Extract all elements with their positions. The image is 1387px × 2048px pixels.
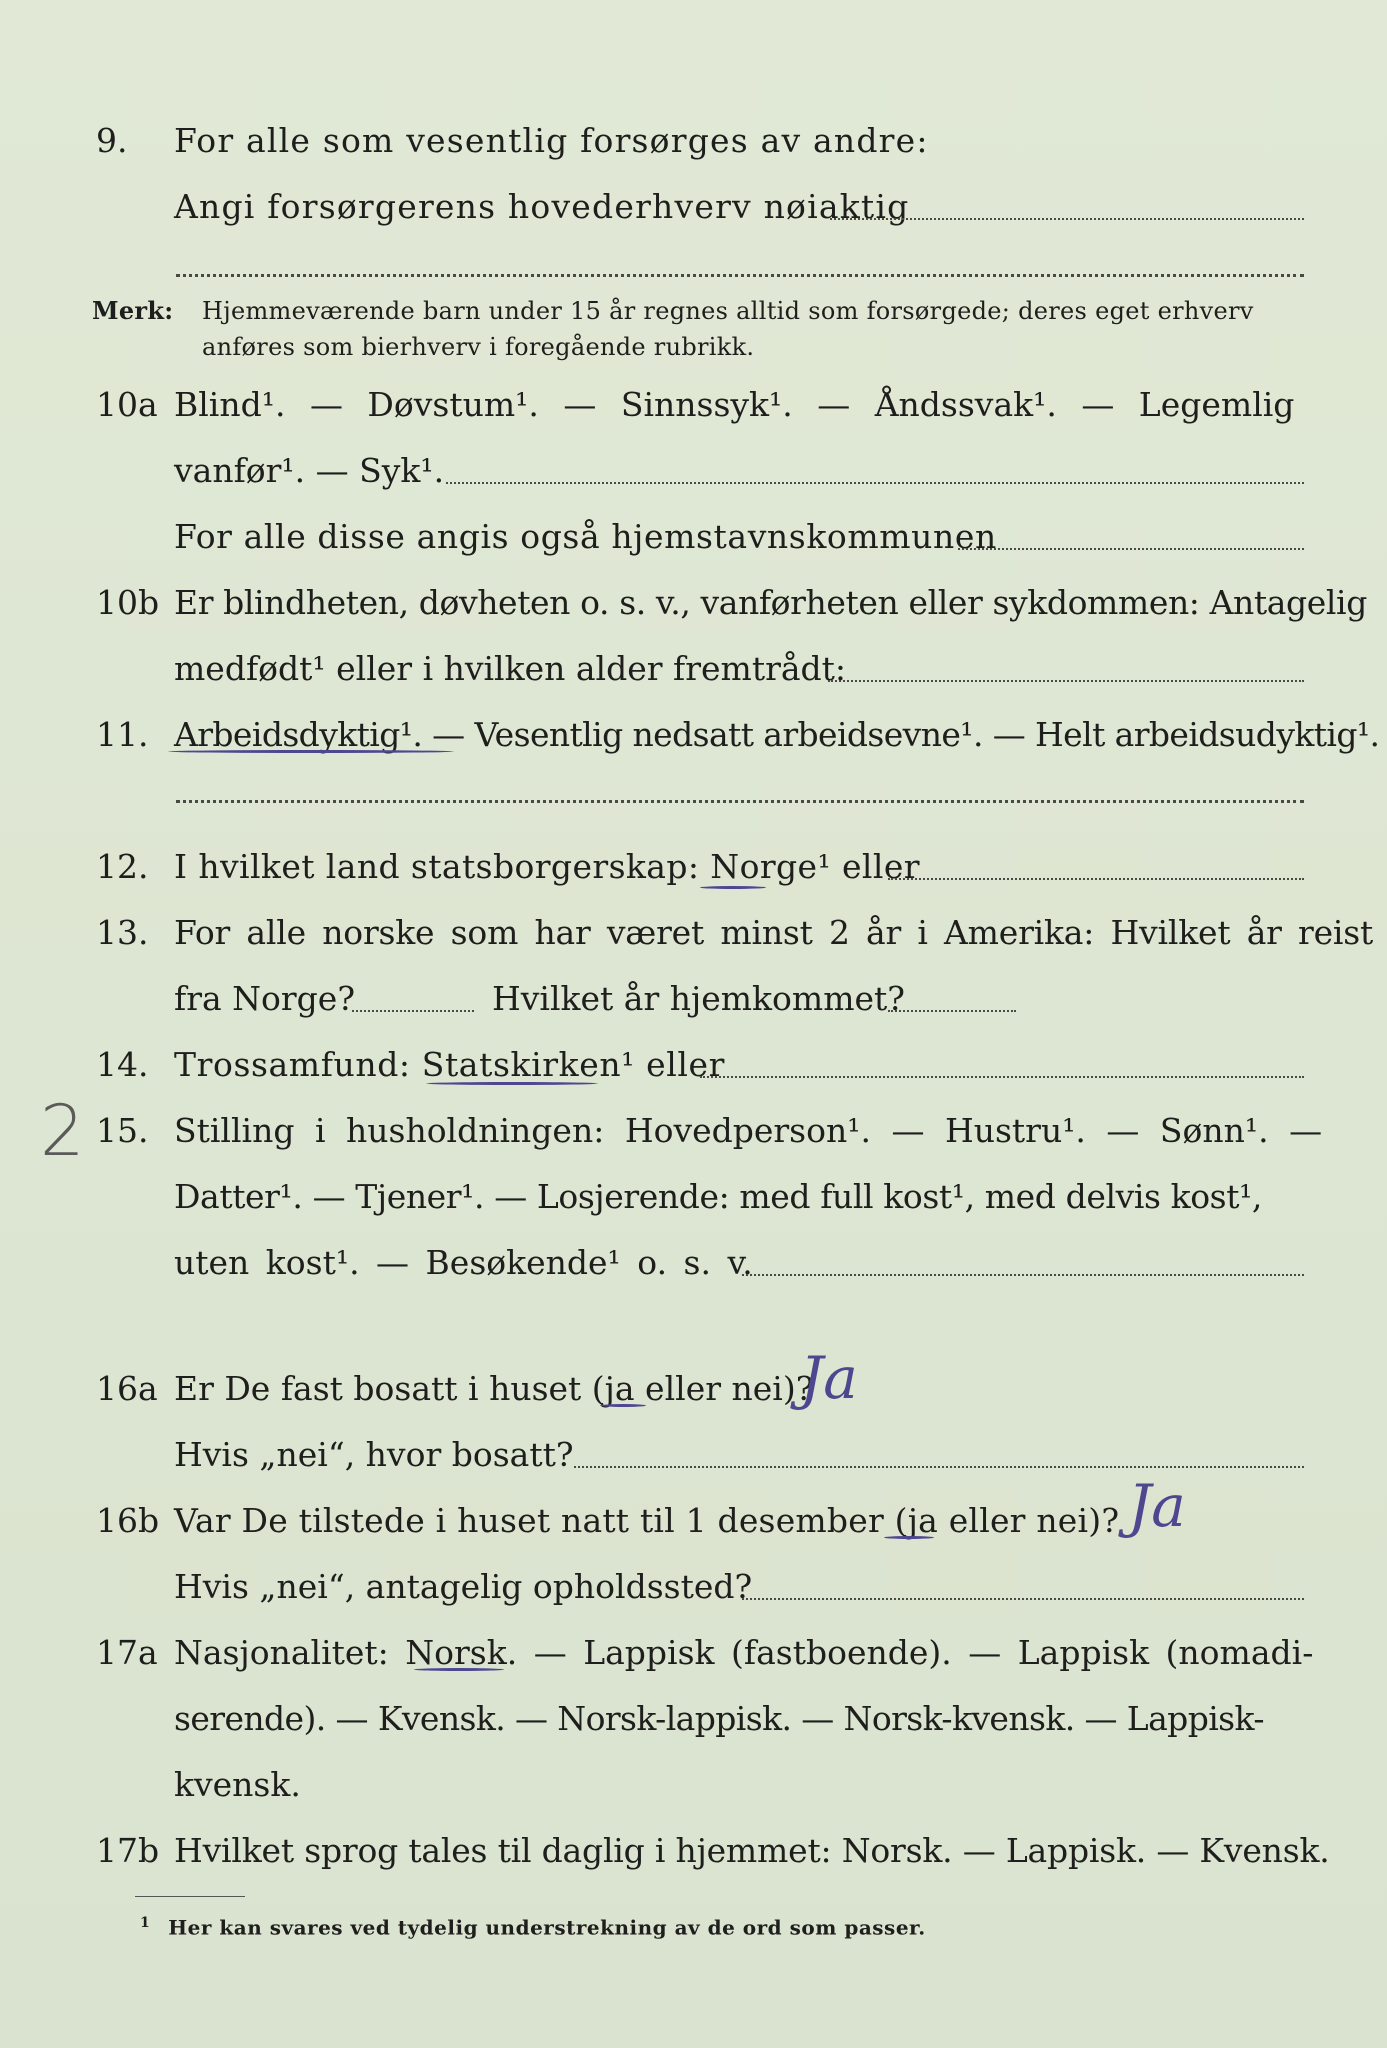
q15-text-1: Stilling i husholdningen: Hovedperson¹. — Hustru¹. — Sønn¹. — [174, 1111, 1323, 1150]
merk-note [92, 292, 1254, 330]
q16a-line-1 [0, 1364, 1387, 1414]
q16b-opholdssted-field[interactable] [742, 1598, 1304, 1600]
q10a-line-1 [0, 380, 1387, 430]
q15-text-2: Datter¹. — Tjener¹. — Losjerende: med full kost¹, med delvis kost¹, [174, 1177, 1262, 1216]
q12-line-1 [0, 842, 1387, 892]
q17a-line-1 [0, 1628, 1387, 1678]
q12-number: 12. [96, 847, 149, 886]
q10b-answer-field[interactable] [828, 680, 1304, 682]
q17a-text-2: serende). — Kvensk. — Norsk-lappisk. — Norsk-kvensk. — Lappisk- [174, 1699, 1264, 1738]
q9-number: 9. [96, 121, 128, 160]
q16b-text-2: Hvis „nei“, antagelig opholdssted? [174, 1567, 753, 1606]
q10b-text-1: Er blindheten, døvheten o. s. v., vanførheten eller sykdommen: Antagelig [174, 583, 1367, 622]
q12-text-1: I hvilket land statsborgerskap: Norge¹ eller [174, 847, 920, 886]
q16a-text-2: Hvis „nei“, hvor bosatt? [174, 1435, 574, 1474]
q9-answer-field[interactable] [830, 218, 1304, 220]
q13-line-2 [0, 974, 1387, 1024]
merk-text-2: anføres som bierhverv i foregående rubrikk. [202, 333, 755, 361]
q9-text-2: Angi forsørgerens hovederhverv nøiaktig [174, 187, 910, 226]
q10a-text-3: For alle disse angis også hjemstavnskommunen [174, 517, 997, 556]
q12-underline-mark [700, 886, 766, 889]
q17a-number: 17a [96, 1633, 158, 1672]
q16b-line-2 [0, 1562, 1387, 1612]
q16a-text-1: Er De fast bosatt i huset (ja eller nei)? [174, 1369, 814, 1408]
q15-line-3 [0, 1238, 1387, 1288]
q16a-bosatt-field[interactable] [574, 1466, 1304, 1468]
q10a-hjemstavn-field[interactable] [958, 548, 1304, 550]
q10a-number: 10a [96, 385, 158, 424]
q10a-line-3 [0, 512, 1387, 562]
q17b-line-1 [0, 1826, 1387, 1876]
q13-reist-field[interactable] [352, 1010, 474, 1012]
merk-label: Merk: [92, 296, 174, 325]
merk-text-1: Hjemmeværende barn under 15 år regnes alltid som forsørgede; deres eget erhverv [202, 297, 1254, 325]
q17b-text-1: Hvilket sprog tales til daglig i hjemmet: Norsk. — Lappisk. — Kvensk. [174, 1831, 1330, 1870]
q15-line-1 [0, 1106, 1387, 1156]
q14-line-1 [0, 1040, 1387, 1090]
q15-text-3: uten kost¹. — Besøkende¹ o. s. v. [174, 1243, 753, 1282]
footnote-text: Her kan svares ved tydelig understrekning av de ord som passer. [168, 1915, 926, 1940]
q17b-number: 17b [96, 1831, 160, 1870]
footnote-divider [135, 1896, 245, 1897]
q9-answer-field-2[interactable] [176, 274, 1304, 277]
q9-line-2 [0, 182, 1387, 232]
q17a-underline-mark [414, 1668, 504, 1671]
q11-underline-mark [168, 750, 454, 753]
q10a-text-1: Blind¹. — Døvstum¹. — Sinnssyk¹. — Åndssvak¹. — Legemlig [174, 385, 1295, 424]
margin-pencil-note: 2 [40, 1090, 85, 1172]
q10b-line-2 [0, 644, 1387, 694]
q10b-text-2: medfødt¹ eller i hvilken alder fremtrådt: [174, 649, 847, 688]
q12-answer-field[interactable] [888, 878, 1304, 880]
footnote [140, 1908, 926, 1943]
q9-text-1: For alle som vesentlig forsørges av andre: [174, 121, 929, 160]
q17a-line-3 [0, 1760, 1387, 1810]
footnote-mark: 1 [140, 1915, 151, 1931]
q10a-line-2 [0, 446, 1387, 496]
q14-text-1: Trossamfund: Statskirken¹ eller [174, 1045, 726, 1084]
q16b-underline-mark [884, 1536, 934, 1539]
q16a-handwritten-answer: Ja [800, 1344, 858, 1412]
q11-text-1: Arbeidsdyktig¹. — Vesentlig nedsatt arbeidsevne¹. — Helt arbeidsudyktig¹. [174, 715, 1380, 754]
q16b-handwritten-answer: Ja [1128, 1472, 1186, 1540]
q16b-text-1: Var De tilstede i huset natt til 1 desember (ja eller nei)? [174, 1501, 1120, 1540]
q14-number: 14. [96, 1045, 149, 1084]
q10b-line-1 [0, 578, 1387, 628]
q11-number: 11. [96, 715, 149, 754]
q13-text-2a: fra Norge? [174, 979, 356, 1018]
q15-answer-field[interactable] [742, 1274, 1304, 1276]
q10a-answer-field[interactable] [446, 482, 1304, 484]
q17a-text-1: Nasjonalitet: Norsk. — Lappisk (fastboende). — Lappisk (nomadi- [174, 1633, 1314, 1672]
q11-answer-field[interactable] [176, 800, 1304, 803]
q17a-line-2 [0, 1694, 1387, 1744]
q16a-number: 16a [96, 1369, 158, 1408]
q15-number: 15. [96, 1111, 149, 1150]
q14-answer-field[interactable] [700, 1076, 1304, 1078]
q13-number: 13. [96, 913, 149, 952]
q16a-underline-mark [600, 1404, 646, 1407]
q13-hjemkommet-field[interactable] [888, 1010, 1016, 1012]
q13-line-1 [0, 908, 1387, 958]
q13-text-2b: Hvilket år hjemkommet? [492, 979, 905, 1018]
q15-line-2 [0, 1172, 1387, 1222]
q14-underline-mark [426, 1082, 598, 1085]
q13-text-1: For alle norske som har været minst 2 år i Amerika: Hvilket år reist [174, 913, 1374, 952]
q10a-text-2: vanfør¹. — Syk¹. [174, 451, 445, 490]
q17a-text-3: kvensk. [174, 1765, 301, 1804]
q16b-number: 16b [96, 1501, 160, 1540]
q10b-number: 10b [96, 583, 160, 622]
q9-line-1 [0, 116, 1387, 166]
